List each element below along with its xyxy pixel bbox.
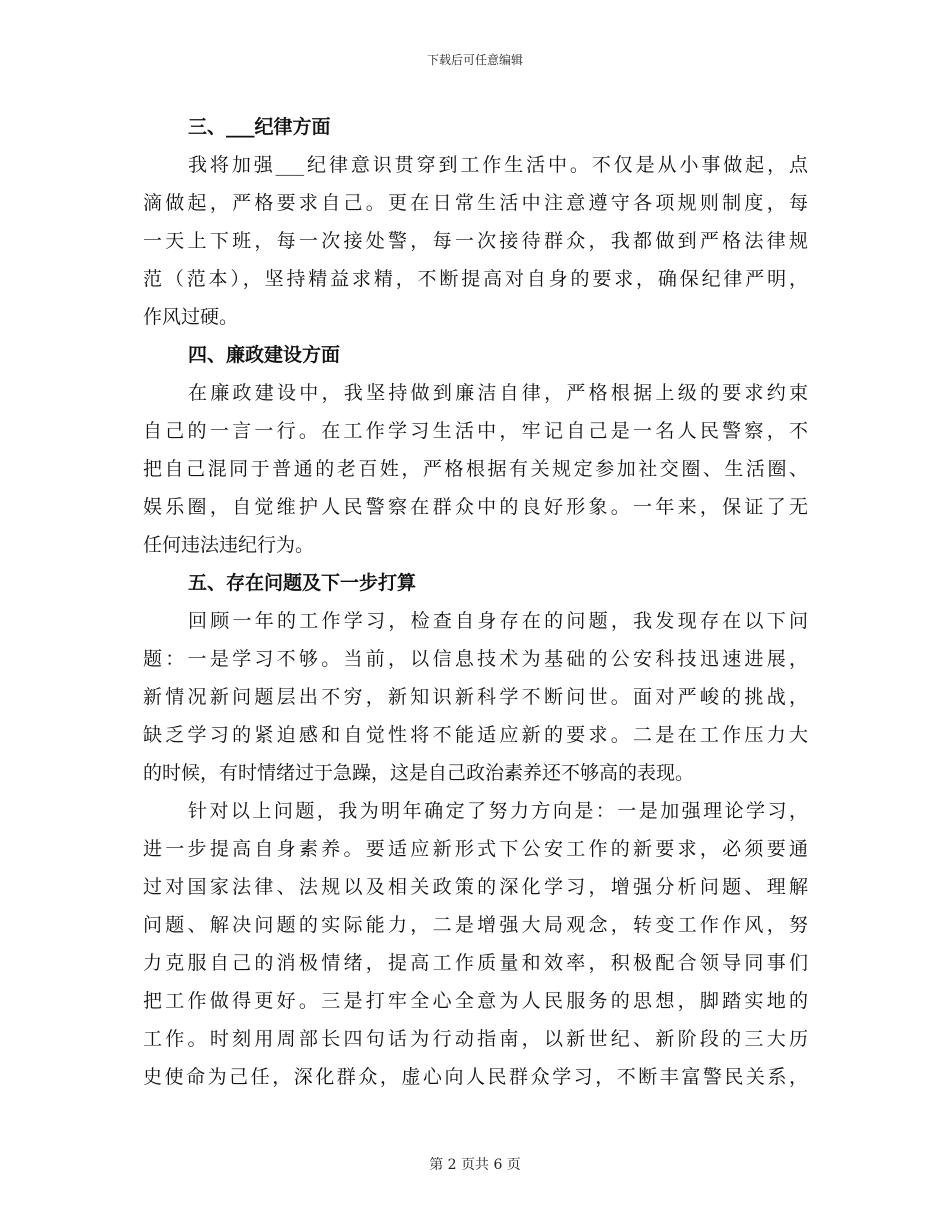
paragraph-line: 我将加强___纪律意识贯穿到工作生活中。不仅是从小事做起，点 [188, 154, 808, 176]
paragraph-line: 把自己混同于普通的老百姓，严格根据有关规定参加社交圈、生活圈、 [143, 458, 808, 480]
paragraph-line: 在廉政建设中，我坚持做到廉洁自律，严格根据上级的要求约束 [188, 382, 808, 404]
paragraph-line: 问题、解决问题的实际能力，二是增强大局观念，转变工作作风，努 [143, 914, 808, 936]
document-body [143, 108, 808, 1096]
paragraph-line: 题：一是学习不够。当前，以信息技术为基础的公安科技迅速进展， [143, 648, 808, 670]
paragraph-line: 工作。时刻用周部长四句话为行动指南，以新世纪、新阶段的三大历 [143, 1028, 808, 1050]
paragraph-line: 进一步提高自身素养。要适应新形式下公安工作的新要求，必须要通 [143, 838, 808, 860]
paragraph-line: 的时候，有时情绪过于急躁，这是自己政治素养还不够高的表现。 [143, 762, 695, 784]
paragraph-line: 力克服自己的消极情绪，提高工作质量和效率，积极配合领导同事们 [143, 952, 808, 974]
paragraph-line: 把工作做得更好。三是打牢全心全意为人民服务的思想，脚踏实地的 [143, 990, 808, 1012]
section-heading-problems-plans: 五、存在问题及下一步打算 [188, 572, 417, 594]
section-heading-integrity: 四、廉政建设方面 [188, 344, 341, 366]
page-header: 下载后可任意编辑 [426, 53, 523, 67]
page-number: 第 2 页共 6 页 [429, 1157, 521, 1173]
paragraph-line: 针对以上问题，我为明年确定了努力方向是：一是加强理论学习， [188, 800, 808, 822]
paragraph-line: 自己的一言一行。在工作学习生活中，牢记自己是一名人民警察，不 [143, 420, 808, 442]
paragraph-line: 滴做起，严格要求自己。更在日常生活中注意遵守各项规则制度，每 [143, 192, 808, 214]
paragraph-line: 新情况新问题层出不穷，新知识新科学不断问世。面对严峻的挑战， [143, 686, 808, 708]
paragraph-line: 过对国家法律、法规以及相关政策的深化学习，增强分析问题、理解 [143, 876, 808, 898]
paragraph-line: 缺乏学习的紧迫感和自觉性将不能适应新的要求。二是在工作压力大 [143, 724, 808, 746]
paragraph-line: 一天上下班，每一次接处警，每一次接待群众，我都做到严格法律规 [143, 230, 808, 252]
paragraph-line: 娱乐圈，自觉维护人民警察在群众中的良好形象。一年来，保证了无 [143, 496, 808, 518]
paragraph-line: 回顾一年的工作学习，检查自身存在的问题，我发现存在以下问 [188, 610, 808, 632]
paragraph-line: 范（范本），坚持精益求精，不断提高对自身的要求，确保纪律严明， [143, 268, 808, 290]
section-heading-discipline: 三、___纪律方面 [188, 116, 331, 138]
paragraph-line: 作风过硬。 [143, 306, 239, 328]
paragraph-line: 任何违法违纪行为。 [143, 534, 315, 556]
paragraph-line: 史使命为己任，深化群众，虚心向人民群众学习，不断丰富警民关系， [143, 1066, 808, 1088]
